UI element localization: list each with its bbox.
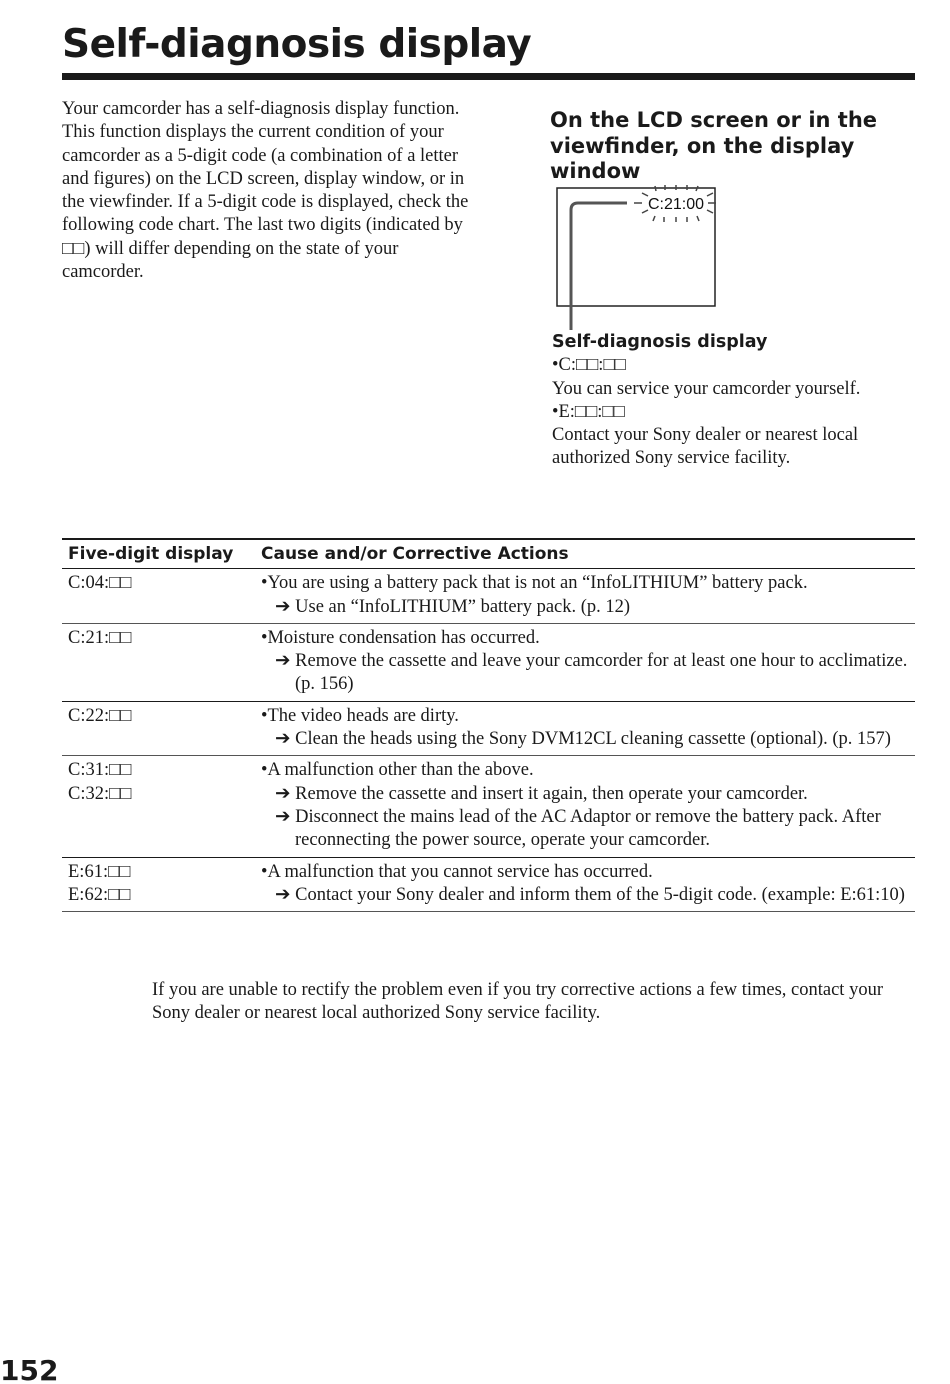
page-number: 152 xyxy=(0,1354,59,1384)
lcd-screen-illustration xyxy=(550,180,730,330)
table-row xyxy=(62,857,915,912)
title-rule xyxy=(62,73,915,80)
action: ➔ Remove the cassette and leave your camcorder for at least one hour to acclimatize. (p. 156) xyxy=(275,651,908,695)
action: ➔ Clean the heads using the Sony DVM12CL cleaning cassette (optional). (p. 157) xyxy=(275,729,891,750)
page-title: Self-diagnosis display xyxy=(62,22,532,67)
c-code: •C:□□:□□ xyxy=(552,355,626,376)
action: ➔ Use an “InfoLITHIUM” battery pack. (p. 12) xyxy=(275,596,631,617)
cause: •A malfunction other than the above. xyxy=(261,760,534,781)
table-row xyxy=(62,569,915,624)
cause: •A malfunction that you cannot service has occurred. xyxy=(261,861,653,882)
intro-paragraph: Your camcorder has a self-diagnosis display function. xyxy=(62,99,460,119)
code: C:32:□□ xyxy=(68,783,132,804)
code: C:31:□□ xyxy=(68,760,132,781)
code: E:62:□□ xyxy=(68,884,131,905)
table-row xyxy=(62,701,915,756)
c-code-text: You can service your camcorder yourself. xyxy=(552,378,861,399)
code: E:61:□□ xyxy=(68,861,131,882)
code: C:22:□□ xyxy=(68,705,132,726)
footer-note: If you are unable to rectify the problem even if you try corrective actions a few times, contact your Sony dealer or nearest local authorized Sony service facility. xyxy=(152,980,883,1024)
cause: •Moisture condensation has occurred. xyxy=(261,627,540,648)
table-row xyxy=(62,623,915,701)
legend-caption: Self-diagnosis display xyxy=(552,332,768,352)
lcd-code: C:21:00 xyxy=(647,196,705,213)
code: C:21:□□ xyxy=(68,627,132,648)
code: C:04:□□ xyxy=(68,573,132,594)
intro-text xyxy=(62,98,482,284)
e-code: •E:□□:□□ xyxy=(552,401,625,422)
action: ➔ Remove the cassette and insert it again, then operate your camcorder. xyxy=(275,783,808,804)
action: ➔ Disconnect the mains lead of the AC Adaptor or remove the battery pack. After reconnecting the power source, operate your camcorder. xyxy=(275,806,881,851)
display-legend xyxy=(552,331,882,471)
code-table xyxy=(62,538,915,912)
intro-paragraph: This function displays the current condition of your camcorder as a 5-digit code (a combination of a letter and figures) on the LCD screen, display window, or in the viewfinder. If a 5-digit code is displayed, check the following code chart. The last two digits (indicated by □□) will differ depending on the state of your camcorder. xyxy=(62,122,469,283)
table-row xyxy=(62,756,915,857)
header-cause: Cause and/or Corrective Actions xyxy=(255,539,915,569)
action: ➔ Contact your Sony dealer and inform them of the 5-digit code. (example: E:61:10) xyxy=(275,884,905,905)
cause: •You are using a battery pack that is not an “InfoLITHIUM” battery pack. xyxy=(261,573,808,594)
cause: •The video heads are dirty. xyxy=(261,705,459,726)
header-five-digit: Five-digit display xyxy=(62,539,255,569)
table-header-row xyxy=(62,539,915,569)
display-heading: On the LCD screen or in the viewfinder, on the display window xyxy=(550,108,878,183)
e-code-text: Contact your Sony dealer or nearest local authorized Sony service facility. xyxy=(552,425,859,469)
